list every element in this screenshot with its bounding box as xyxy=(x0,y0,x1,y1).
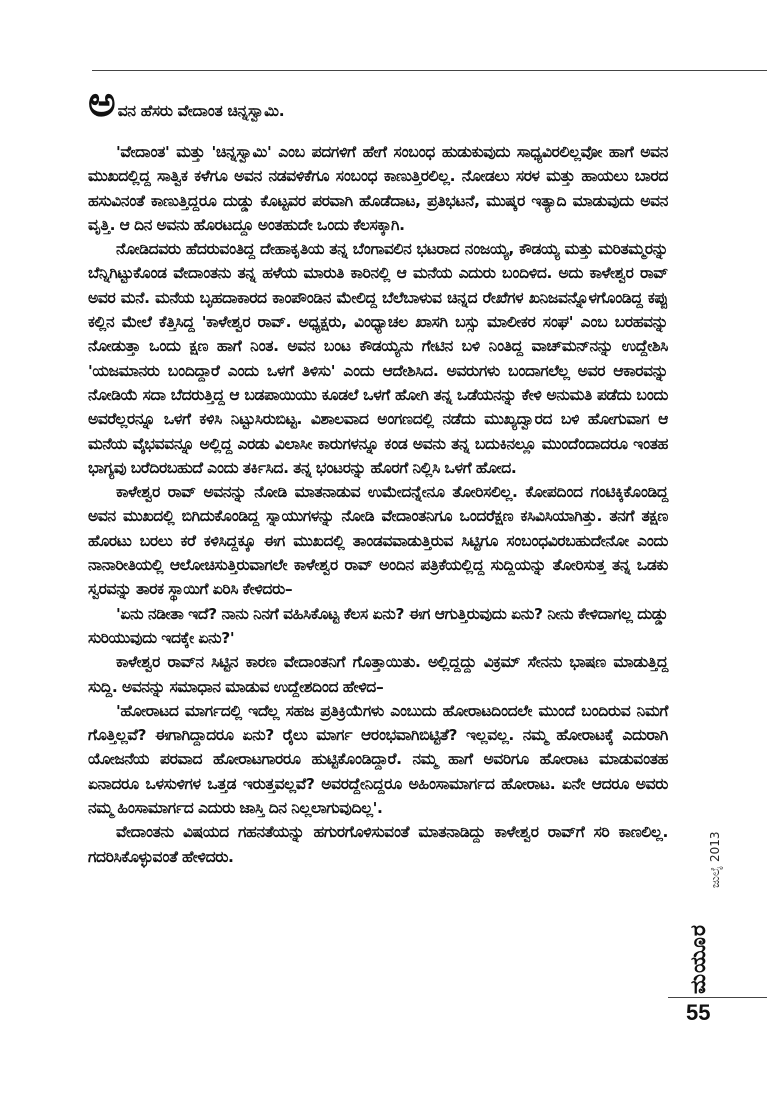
magazine-sidebar-mark xyxy=(686,828,726,994)
opening-text: ವನ ಹೆಸರು ವೇದಾಂತ ಚಿನ್ನಸ್ವಾಮಿ. xyxy=(117,102,285,120)
opening-line xyxy=(88,77,668,126)
issue-date: ಜುಲೈ 2013 xyxy=(708,831,722,888)
paragraph-5: ಕಾಳೇಶ್ವರ ರಾವ್‌ನ ಸಿಟ್ಟಿನ ಕಾರಣ ವೇದಾಂತನಿಗೆ ಗೊತ್ತಾಯಿತು. ಅಲ್ಲಿದ್ದದ್ದು ವಿಕ್ರಮ್ ಸೇನನು ಭಾಷಣ ಮಾಡುತ್ತಿದ್ದ ಸುದ್ದಿ. ಅವನನ್ನು ಸಮಾಧಾನ ಮಾಡುವ ಉದ್ದೇಶದಿಂದ ಹೇಳಿದ– xyxy=(88,653,668,696)
paragraph-2: ನೋಡಿದವರು ಹೆದರುವಂತಿದ್ದ ದೇಹಾಕೃತಿಯ ತನ್ನ ಬೆಂಗಾವಲಿನ ಭಟರಾದ ನಂಜಯ್ಯ, ಕೌಡಯ್ಯ ಮತ್ತು ಮರಿತಮ್ಮರನ್ನು ಬೆನ್ನಿಗಿಟ್ಟುಕೊಂಡ ವೇದಾಂತನು ತನ್ನ ಹಳೆಯ ಮಾರುತಿ ಕಾರಿನಲ್ಲಿ ಆ ಮನೆಯ ಎದುರು ಬಂದಿಳಿದ. ಅದು ಕಾಳೇಶ್ವರ ರಾವ್ ಅವರ ಮನೆ. ಮನೆಯ ಬೃಹದಾಕಾರದ ಕಾಂಪೌಂಡಿನ ಮೇಲಿದ್ದ ಬೆಲೆಬಾಳುವ ಚಿನ್ನದ ರೇಖೆಗಳ ಖನಿಜವನ್ನೊಳಗೊಂಡಿದ್ದ ಕಪ್ಪು ಕಲ್ಲಿನ ಮೇಲೆ ಕೆತ್ತಿಸಿದ್ದ 'ಕಾಳೇಶ್ವರ ರಾವ್. ಅಧ್ಯಕ್ಷರು, ವಿಂಧ್ಯಾಚಲ ಖಾಸಗಿ ಬಸ್ಸು ಮಾಲೀಕರ ಸಂಘ' ಎಂಬ ಬರಹವನ್ನು ನೋಡುತ್ತಾ ಒಂದು ಕ್ಷಣ ಹಾಗೆ ನಿಂತ. ಅವನ ಬಂಟ ಕೌಡಯ್ಯನು ಗೇಟಿನ ಬಳಿ ನಿಂತಿದ್ದ ವಾಚ್‌ಮನ್‌ನನ್ನು ಉದ್ದೇಶಿಸಿ 'ಯಜಮಾನರು ಬಂದಿದ್ದಾರೆ ಎಂದು ಒಳಗೆ ತಿಳಿಸು' ಎಂದು ಆದೇಶಿಸಿದ. ಅವರುಗಳು ಬಂದಾಗಲೆಲ್ಲ ಅವರ ಆಕಾರವನ್ನು ನೋಡಿಯೆ ಸದಾ ಬೆದರುತ್ತಿದ್ದ ಆ ಬಡಪಾಯಿಯು ಕೂಡಲೆ ಒಳಗೆ ಹೋಗಿ ತನ್ನ ಒಡೆಯನನ್ನು ಕೇಳಿ ಅನುಮತಿ ಪಡೆದು ಬಂದು ಅವರೆಲ್ಲರನ್ನೂ ಒಳಗೆ ಕಳಿಸಿ ನಿಟ್ಟುಸಿರುಬಿಟ್ಟ. ವಿಶಾಲವಾದ ಅಂಗಣದಲ್ಲಿ ನಡೆದು ಮುಖ್ಯದ್ವಾರದ ಬಳಿ ಹೋಗುವಾಗ ಆ ಮನೆಯ ವೈಭವವನ್ನೂ ಅಲ್ಲಿದ್ದ ಎರಡು ವಿಲಾಸೀ ಕಾರುಗಳನ್ನೂ ಕಂಡ ಅವನು ತನ್ನ ಬದುಕಿನಲ್ಲೂ ಮುಂದೆಂದಾದರೂ ಇಂತಹ ಭಾಗ್ಯವು ಬರೆದಿರಬಹುದೆ ಎಂದು ತರ್ಕಿಸಿದ. ತನ್ನ ಭಂಟರನ್ನು ಹೊರಗೆ ನಿಲ್ಲಿಸಿ ಒಳಗೆ ಹೋದ. xyxy=(88,240,668,477)
paragraph-1: 'ವೇದಾಂತ' ಮತ್ತು 'ಚಿನ್ನಸ್ವಾಮಿ' ಎಂಬ ಪದಗಳಿಗೆ ಹೇಗೆ ಸಂಬಂಧ ಹುಡುಕುವುದು ಸಾಧ್ಯವಿರಲಿಲ್ಲವೋ ಹಾಗೆ ಅವನ ಮುಖದಲ್ಲಿದ್ದ ಸಾತ್ವಿಕ ಕಳೆಗೂ ಅವನ ನಡವಳಿಕೆಗೂ ಸಂಬಂಧ ಕಾಣುತ್ತಿರಲಿಲ್ಲ. ನೋಡಲು ಸರಳ ಮತ್ತು ಹಾಯಲು ಬಾರದ ಹಸುವಿನಂತೆ ಕಾಣುತ್ತಿದ್ದರೂ ದುಡ್ಡು ಕೊಟ್ಟವರ ಪರವಾಗಿ ಹೊಡೆದಾಟ, ಪ್ರತಿಭಟನೆ, ಮುಷ್ಕರ ಇತ್ಯಾದಿ ಮಾಡುವುದು ಅವನ ವೃತ್ತಿ. ಆ ದಿನ ಅವನು ಹೊರಟದ್ದೂ ಅಂತಹುದೇ ಒಂದು ಕೆಲಸಕ್ಕಾಗಿ. xyxy=(88,143,668,234)
paragraph-3: ಕಾಳೇಶ್ವರ ರಾವ್ ಅವನನ್ನು ನೋಡಿ ಮಾತನಾಡುವ ಉಮೇದನ್ನೇನೂ ತೋರಿಸಲಿಲ್ಲ. ಕೋಪದಿಂದ ಗಂಟಿಕ್ಕಿಕೊಂಡಿದ್ದ ಅವನ ಮುಖದಲ್ಲಿ ಬಿಗಿದುಕೊಂಡಿದ್ದ ಸ್ನಾಯುಗಳನ್ನು ನೋಡಿ ವೇದಾಂತನಿಗೂ ಒಂದರೆಕ್ಷಣ ಕಸಿವಿಸಿಯಾಗಿತ್ತು. ತನಗೆ ತಕ್ಷಣ ಹೊರಟು ಬರಲು ಕರೆ ಕಳಿಸಿದ್ದಕ್ಕೂ ಈಗ ಮುಖದಲ್ಲಿ ತಾಂಡವವಾಡುತ್ತಿರುವ ಸಿಟ್ಟಿಗೂ ಸಂಬಂಧವಿರಬಹುದೇನೋ ಎಂದು ನಾನಾರೀತಿಯಲ್ಲಿ ಆಲೋಚಿಸುತ್ತಿರುವಾಗಲೇ ಕಾಳೇಶ್ವರ ರಾವ್ ಅಂದಿನ ಪತ್ರಿಕೆಯಲ್ಲಿದ್ದ ಸುದ್ದಿಯನ್ನು ತೋರಿಸುತ್ತ ತನ್ನ ಒಡಕು ಸ್ವರವನ್ನು ತಾರಕ ಸ್ಥಾಯಿಗೆ ಏರಿಸಿ ಕೇಳಿದರು– xyxy=(88,483,668,599)
paragraph-6: 'ಹೋರಾಟದ ಮಾರ್ಗದಲ್ಲಿ ಇದೆಲ್ಲ ಸಹಜ ಪ್ರತಿಕ್ರಿಯೆಗಳು ಎಂಬುದು ಹೋರಾಟದಿಂದಲೇ ಮುಂದೆ ಬಂದಿರುವ ನಿಮಗೆ ಗೊತ್ತಿಲ್ಲವೆ? ಈಗಾಗಿದ್ದಾದರೂ ಏನು? ರೈಲು ಮಾರ್ಗ ಆರಂಭವಾಗಿಬಿಟ್ಟಿತೆ? ಇಲ್ಲವಲ್ಲ. ನಮ್ಮ ಹೋರಾಟಕ್ಕೆ ಎದುರಾಗಿ ಯೋಜನೆಯ ಪರವಾದ ಹೋರಾಟಗಾರರೂ ಹುಟ್ಟಿಕೊಂಡಿದ್ದಾರೆ. ನಮ್ಮ ಹಾಗೆ ಅವರಿಗೂ ಹೋರಾಟ ಮಾಡುವಂತಹ ಏನಾದರೂ ಒಳಸುಳಿಗಳ ಒತ್ತಡ ಇರುತ್ತವಲ್ಲವೆ? ಅವರದ್ದೇನಿದ್ದರೂ ಅಹಿಂಸಾಮಾರ್ಗದ ಹೋರಾಟ. ಏನೇ ಆದರೂ ಅವರು ನಮ್ಮ ಹಿಂಸಾಮಾರ್ಗದ ಎದುರು ಜಾಸ್ತಿ ದಿನ ನಿಲ್ಲಲಾಗುವುದಿಲ್ಲ'. xyxy=(88,701,668,818)
magazine-logo: ಮಯೂರ xyxy=(686,924,710,994)
paragraph-7: ವೇದಾಂತನು ವಿಷಯದ ಗಹನತೆಯನ್ನು ಹಗುರಗೊಳಿಸುವಂತೆ ಮಾತನಾಡಿದ್ದು ಕಾಳೇಶ್ವರ ರಾವ್‌ಗೆ ಸರಿ ಕಾಣಲಿಲ್ಲ. ಗದರಿಸಿಕೊಳ್ಳುವಂತೆ ಹೇಳಿದರು. xyxy=(88,823,668,866)
top-rule xyxy=(92,70,767,71)
article-body xyxy=(88,77,668,869)
page-number: 55 xyxy=(686,1000,711,1025)
drop-cap: ಅ xyxy=(88,77,116,126)
paragraph-4: 'ಏನು ನಡೀತಾ ಇದೆ? ನಾನು ನಿನಗೆ ವಹಿಸಿಕೊಟ್ಟ ಕೆಲಸ ಏನು? ಈಗ ಆಗುತ್ತಿರುವುದು ಏನು? ನೀನು ಕೇಳಿದಾಗಲ್ಲ ದುಡ್ಡು ಸುರಿಯುವುದು ಇದಕ್ಕೇ ಏನು?' xyxy=(88,604,668,647)
footer-rule xyxy=(668,997,767,998)
